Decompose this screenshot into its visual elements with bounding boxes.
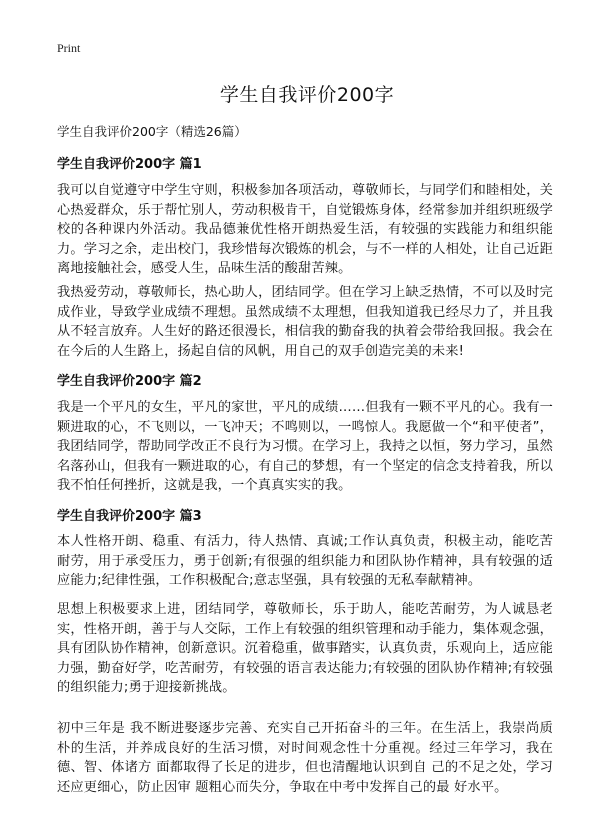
- section-heading-3: 学生自我评价200字 篇3: [57, 509, 202, 524]
- section-heading-2: 学生自我评价200字 篇2: [57, 374, 202, 389]
- article-subtitle: 学生自我评价200字（精选26篇）: [57, 124, 247, 139]
- section-1-paragraph-1: 我可以自觉遵守中学生守则，积极参加各项活动，尊敬师长，与同学们和睦相处，关心热爱群众，乐于帮忙别人，劳动积极肯干，自觉锻炼身体，经常参加并组织班级学校的各种课内外活动。我品德兼优性格开朗热爱生活，有较强的实践能力和组织能力。学习之余，走出校门，我珍惜每次锻炼的机会，与不一样的人相处，让自己近距离地接触社会，感受人生，品味生活的酸甜苦辣。: [57, 183, 553, 276]
- section-heading-1: 学生自我评价200字 篇1: [57, 157, 202, 172]
- section-2-paragraph-1: 我是一个平凡的女生，平凡的家世，平凡的成绩……但我有一颗不平凡的心。我有一颗进取的心，不飞则以，一飞冲天；不鸣则以，一鸣惊人。我愿做一个“和平使者”，我团结同学，帮助同学改正不良行为习惯。在学习上，我持之以恒，努力学习，虽然名落孙山，但我有一颗进取的心，有自己的梦想，有一个坚定的信念支持着我，所以我不怕任何挫折，这就是我，一个真真实实的我。: [57, 400, 554, 493]
- section-1-paragraph-2: 我热爱劳动，尊敬师长，热心助人，团结同学。但在学习上缺乏热情，不可以及时完成作业，导致学业成绩不理想。虽然成绩不太理想，但我知道我已经尽力了，并且我从不轻言放弃。人生好的路还很漫长，相信我的勤奋我的执着会带给我回报。我会在在今后的人生路上，扬起自信的风帆，用自己的双手创造完美的未来!: [57, 285, 553, 359]
- print-link[interactable]: Print: [57, 41, 81, 55]
- page-title: 学生自我评价200字: [219, 84, 395, 106]
- section-3-paragraph-3: 初中三年是 我不断进娶逐步完善、充实自己开拓奋斗的三年。在生活上，我崇尚质朴的生活，并养成良好的生活习惯，对时间观念性十分重视。经过三年学习，我在德、智、体诸方 面都取得了长足的进步，但也清醒地认识到自 己的不足之处，学习还应更细心，防止因审 题粗心而失分，争取在中考中发挥自己的最 好水平。: [57, 721, 553, 795]
- section-3-paragraph-2: 思想上积极要求上进，团结同学，尊敬师长，乐于助人，能吃苦耐劳，为人诚恳老实，性格开朗，善于与人交际，工作上有较强的组织管理和动手能力，集体观念强，具有团队协作精神，创新意识。沉着稳重，做事踏实，认真负责，乐观向上，适应能力强，勤奋好学，吃苦耐劳，有较强的语言表达能力;有较强的团队协作精神;有较强的组织能力;勇于迎接新挑战。: [57, 602, 553, 695]
- section-3-paragraph-1: 本人性格开朗、稳重、有活力，待人热情、真诚;工作认真负责，积极主动，能吃苦耐劳，用于承受压力，勇于创新;有很强的组织能力和团队协作精神，具有较强的适应能力;纪律性强，工作积极配合;意志坚强，具有较强的无私奉献精神。: [57, 534, 553, 588]
